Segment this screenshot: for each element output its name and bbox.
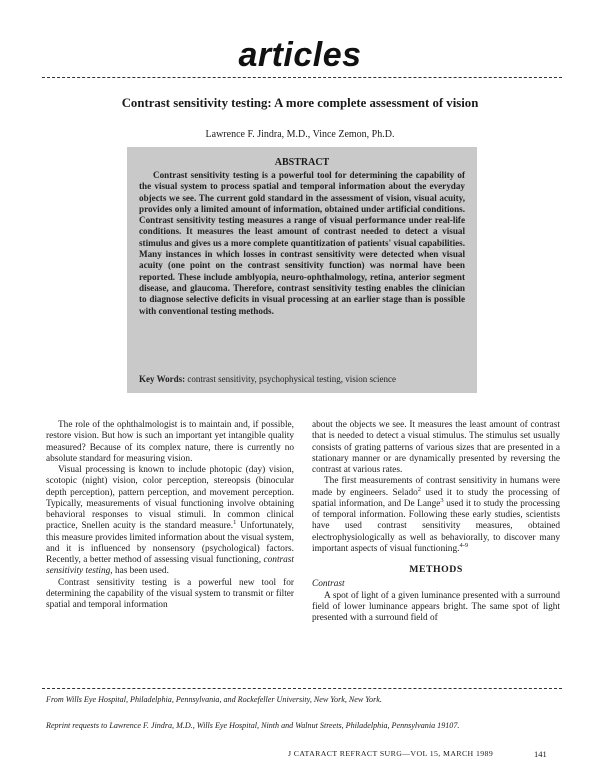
text-run: , has been used. <box>110 566 169 577</box>
reprint-footnote: Reprint requests to Lawrence F. Jindra, M.D., Wills Eye Hospital, Ninth and Walnut Streets, Philadelphia, Pennsylvania 19107. <box>46 721 460 730</box>
reference-marker: 3 <box>440 496 444 504</box>
page-number: 141 <box>534 749 547 759</box>
body-column-left <box>46 420 294 611</box>
article-title: Contrast sensitivity testing: A more complete assessment of vision <box>121 96 479 110</box>
abstract-box <box>127 147 477 393</box>
keywords-list: contrast sensitivity, psychophysical testing, vision science <box>187 374 396 384</box>
journal-citation: J CATARACT REFRACT SURG—VOL 15, MARCH 1989 <box>288 749 494 758</box>
emphasis-text: contrast sensitivity testing <box>46 555 294 577</box>
methods-heading: METHODS <box>409 564 463 575</box>
body-paragraph: about the objects we see. It measures the least amount of contrast that is needed to detect a visual stimulus. The stimulus set usually consists of grating patterns of various sizes that are presented in a stationary manner or are dynamically presented by reversing the contrast at various rates. <box>312 420 560 475</box>
affiliation-footnote: From Wills Eye Hospital, Philadelphia, Pennsylvania, and Rockefeller University, New York, New York. <box>46 695 382 704</box>
article-authors: Lawrence F. Jindra, M.D., Vince Zemon, Ph.D. <box>205 129 395 140</box>
body-column-right <box>312 420 560 624</box>
body-paragraph <box>46 465 294 578</box>
keywords <box>139 374 396 384</box>
section-label: articles <box>238 36 362 74</box>
body-paragraph <box>312 476 560 555</box>
keywords-label: Key Words: <box>139 374 186 384</box>
reference-marker: 4-9 <box>459 541 469 549</box>
body-paragraph: The role of the ophthalmologist is to maintain and, if possible, restore vision. But how is such an important yet intangible quality measured? Because of its complex nature, there is currently no absolute standard for measuring vision. <box>46 420 294 464</box>
reference-marker: 1 <box>233 519 237 527</box>
text-run: Visual processing is known to include photopic (day) vision, scotopic (night) vision, color perception, stereopsis (binocular depth perception), pattern perception, and movement perception. Typically, measurements of visual functioning involve obtaining behavioral responses to visual stimuli. In common clinical practice, Snellen acuity is the standard measure. <box>46 465 294 532</box>
text-run: used it to study the processing of temporal information. Following these early studies, scientists have used contrast sensitivity measures, obtained electrophysiologically as well as behaviorally, to discover many important aspects of visual functioning. <box>312 498 560 554</box>
subheading: Contrast <box>312 579 345 590</box>
abstract-text: Contrast sensitivity testing is a powerful tool for determining the capability of the visual system to process spatial and temporal information about the everyday objects we see. The current gold standard in the assessment of vision, visual acuity, provides only a limited amount of information, obtained under artificial conditions. Contrast sensitivity testing measures a range of visual performance under real-life conditions. It measures the least amount of contrast needed to detect a visual stimulus and gives us a more complete quantitization of patients' visual capabilities. Many instances in which losses in contrast sensitivity were detected when visual acuity (one point on the contrast sensitivity function) was normal have been reported. These include amblyopia, neuro-ophthalmology, retina, anterior segment disease, and glaucoma. Therefore, contrast sensitivity testing enables the clinician to diagnose selective deficits in visual processing at an earlier stage than is possible with conventional testing methods. <box>139 170 465 316</box>
body-paragraph: A spot of light of a given luminance presented with a surround field of lower luminance appears bright. The same spot of light presented with a surround field of <box>312 590 560 623</box>
text-run: The first measurements of contrast sensitivity in humans were made by engineers. Selado <box>312 476 560 498</box>
footer-rule <box>42 688 562 689</box>
abstract-heading: ABSTRACT <box>274 157 330 168</box>
body-paragraph: Contrast sensitivity testing is a powerful new tool for determining the capability of the visual system to transmit or filter spatial and temporal information <box>46 577 294 610</box>
text-run: Unfortunately, this measure provides limited information about the visual system, and it is influenced by nonsensory (psychological) factors. Recently, a better method of assessing visual functioning, <box>46 521 294 565</box>
reference-marker: 2 <box>417 485 422 493</box>
header-rule <box>42 77 562 78</box>
text-run: used it to study the processing of spatial information, and De Lange <box>312 487 560 509</box>
